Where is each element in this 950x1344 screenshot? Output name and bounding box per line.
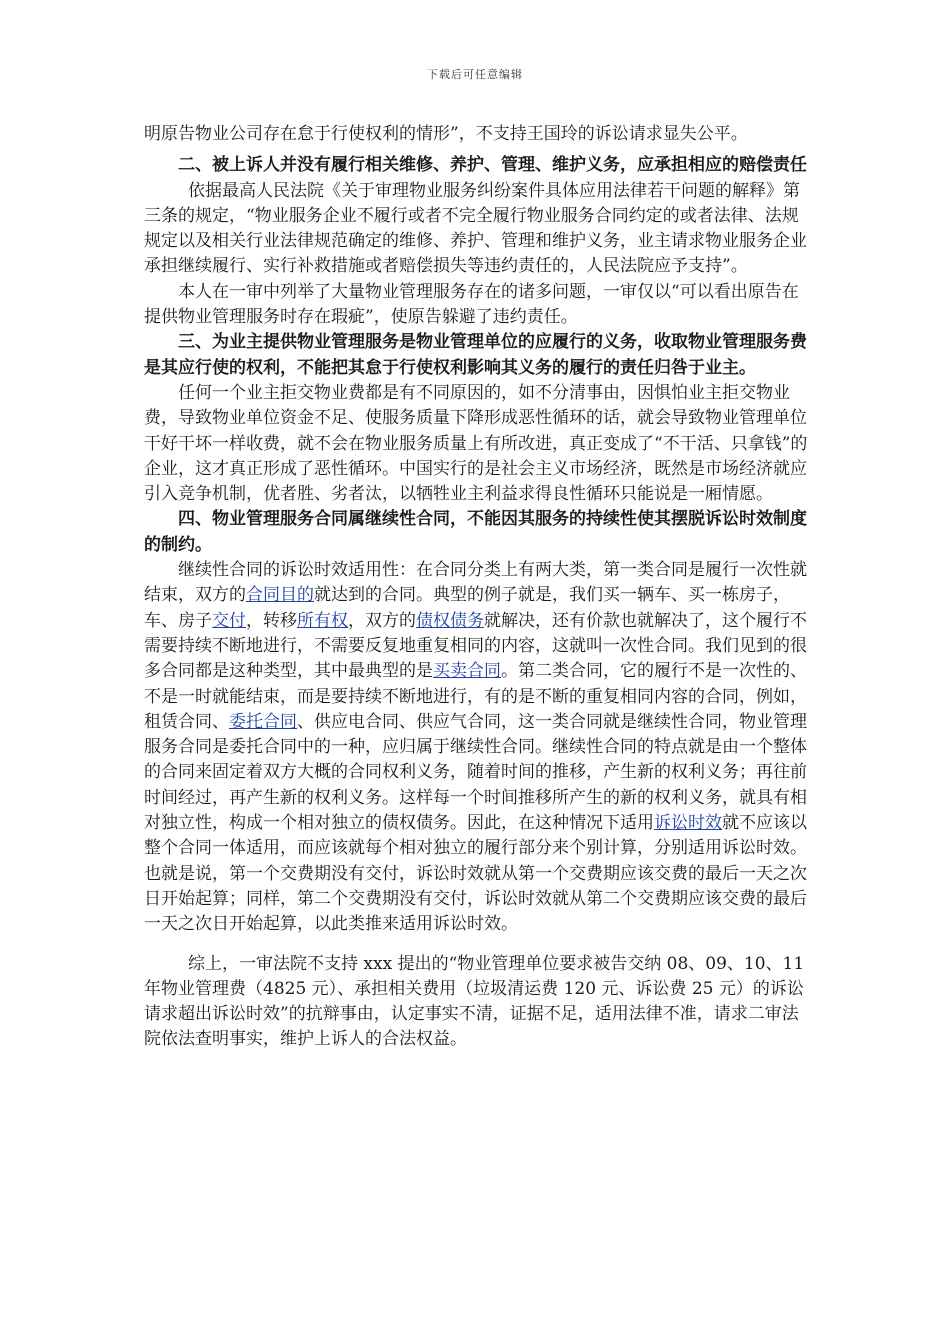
link-entrustment-contract[interactable]: 委托合同 — [229, 711, 297, 732]
section-heading-4: 四、物业管理服务合同属继续性合同，不能因其服务的持续性使其摆脱诉讼时效制度的制约。 — [144, 509, 807, 555]
section-heading-2: 二、被上诉人并没有履行相关维修、养护、管理、维护义务，应承担相应的赔偿责任 — [178, 155, 807, 176]
link-delivery[interactable]: 交付 — [212, 610, 246, 631]
text-segment: 继续性合同的诉讼时效适用性：在合同分类上有两大类，第一类合同是履行一次性就结束，双方的 — [144, 560, 807, 606]
link-contract-purpose[interactable]: 合同目的 — [246, 585, 314, 606]
paragraph-conclusion: 综上，一审法院不支持 xxx 提出的“物业管理单位要求被告交纳 08、09、10、11 年物业管理费（4825 元）、承担相关费用（垃圾清运费 120 元、诉讼费 25 元）的诉讼请求超出诉讼时效”的抗辩事由，认定事实不清，证据不足，适用法律不准，请求二审法院依法查明事实，维护上诉人的合法权益。 — [144, 953, 805, 1050]
text-segment: 、供应电合同、供应气合同，这一类合同就是继续性合同，物业管理服务合同是委托合同中的一种，应归属于继续性合同。继续性合同的特点就是由一个整体的合同来固定着双方大概的合同权利义务，随着时间的推移，产生新的权利义务；再往前时间经过，再产生新的权利义务。这样每一个时间推移所产生的新的权利义务，就具有相对独立性，构成一个相对独立的债权债务。因此，在这种情况下适用 — [144, 711, 807, 834]
paragraph-owner-fees: 任何一个业主拒交物业费都是有不同原因的，如不分清事由，因惧怕业主拒交物业费，导致物业单位资金不足、使服务质量下降形成恶性循环的话，就会导致物业管理单位干好干坏一样收费，就不会在物业服务质量上有所改进，真正变成了“不干活、只拿钱”的企业，这才真正形成了恶性循环。中国实行的是社会主义市场经济，既然是市场经济就应引入竞争机制，优者胜、劣者汰，以牺牲业主利益求得良性循环只能说是一厢情愿。 — [144, 382, 808, 505]
paragraph-first-instance: 本人在一审中列举了大量物业管理服务存在的诸多问题，一审仅以“可以看出原告在提供物业管理服务时存在瑕疵”，使原告躲避了违约责任。 — [144, 281, 799, 328]
paragraph-legal-basis: 依据最高人民法院《关于审理物业服务纠纷案件具体应用法律若干问题的解释》第三条的规定，“物业服务企业不履行或者不完全履行物业服务合同约定的或者法律、法规规定以及相关行业法律规范确定的维修、养护、管理和维护义务，业主请求物业服务企业承担继续履行、实行补救措施或者赔偿损失等违约责任的，人民法院应予支持”。 — [144, 180, 807, 277]
link-ownership[interactable]: 所有权 — [297, 610, 348, 631]
document-body — [144, 122, 808, 1053]
paragraph-continued: 明原告物业公司存在怠于行使权利的情形”，不支持王国玲的诉讼请求显失公平。 — [144, 124, 748, 144]
link-creditor-debt[interactable]: 债权债务 — [416, 610, 484, 631]
text-segment: ，转移 — [246, 610, 297, 631]
page-header: 下载后可任意编辑 — [427, 68, 523, 81]
text-segment: 就不应该以整个合同一体适用，而应该就每个相对独立的履行部分来个别计算，分别适用诉讼时效。也就是说，第一个交费期没有交付，诉讼时效就从第一个交费期应该交费的最后一天之次日开始起算；同样，第二个交费期没有交付，诉讼时效就从第二个交费期应该交费的最后一天之次日开始起算，以此类推来适用诉讼时效。 — [144, 813, 807, 935]
link-limitation-period[interactable]: 诉讼时效 — [654, 813, 722, 834]
text-segment: 就达到的合同。典型的例子就是，我们买一辆车、买一栋房子，车、房子 — [144, 585, 790, 631]
link-sales-contract[interactable]: 买卖合同 — [433, 661, 501, 682]
text-segment: 就解决，还有价款也就解决了，这个履行不需要持续不断地进行，不需要反复地重复相同的内容，这就叫一次性合同。我们见到的很多合同都是这种类型，其中最典型的是 — [144, 610, 807, 682]
text-segment: 。第二类合同，它的履行不是一次性的、不是一时就能结束，而是要持续不断地进行，有的是不断的重复相同内容的合同，例如，租赁合同、 — [144, 661, 807, 732]
paragraph-continuing-contract — [144, 558, 808, 937]
section-heading-3: 三、为业主提供物业管理服务是物业管理单位的应履行的义务，收取物业管理服务费是其应行使的权利，不能把其怠于行使权利影响其义务的履行的责任归咎于业主。 — [144, 332, 807, 378]
text-segment: ，双方的 — [348, 610, 416, 631]
